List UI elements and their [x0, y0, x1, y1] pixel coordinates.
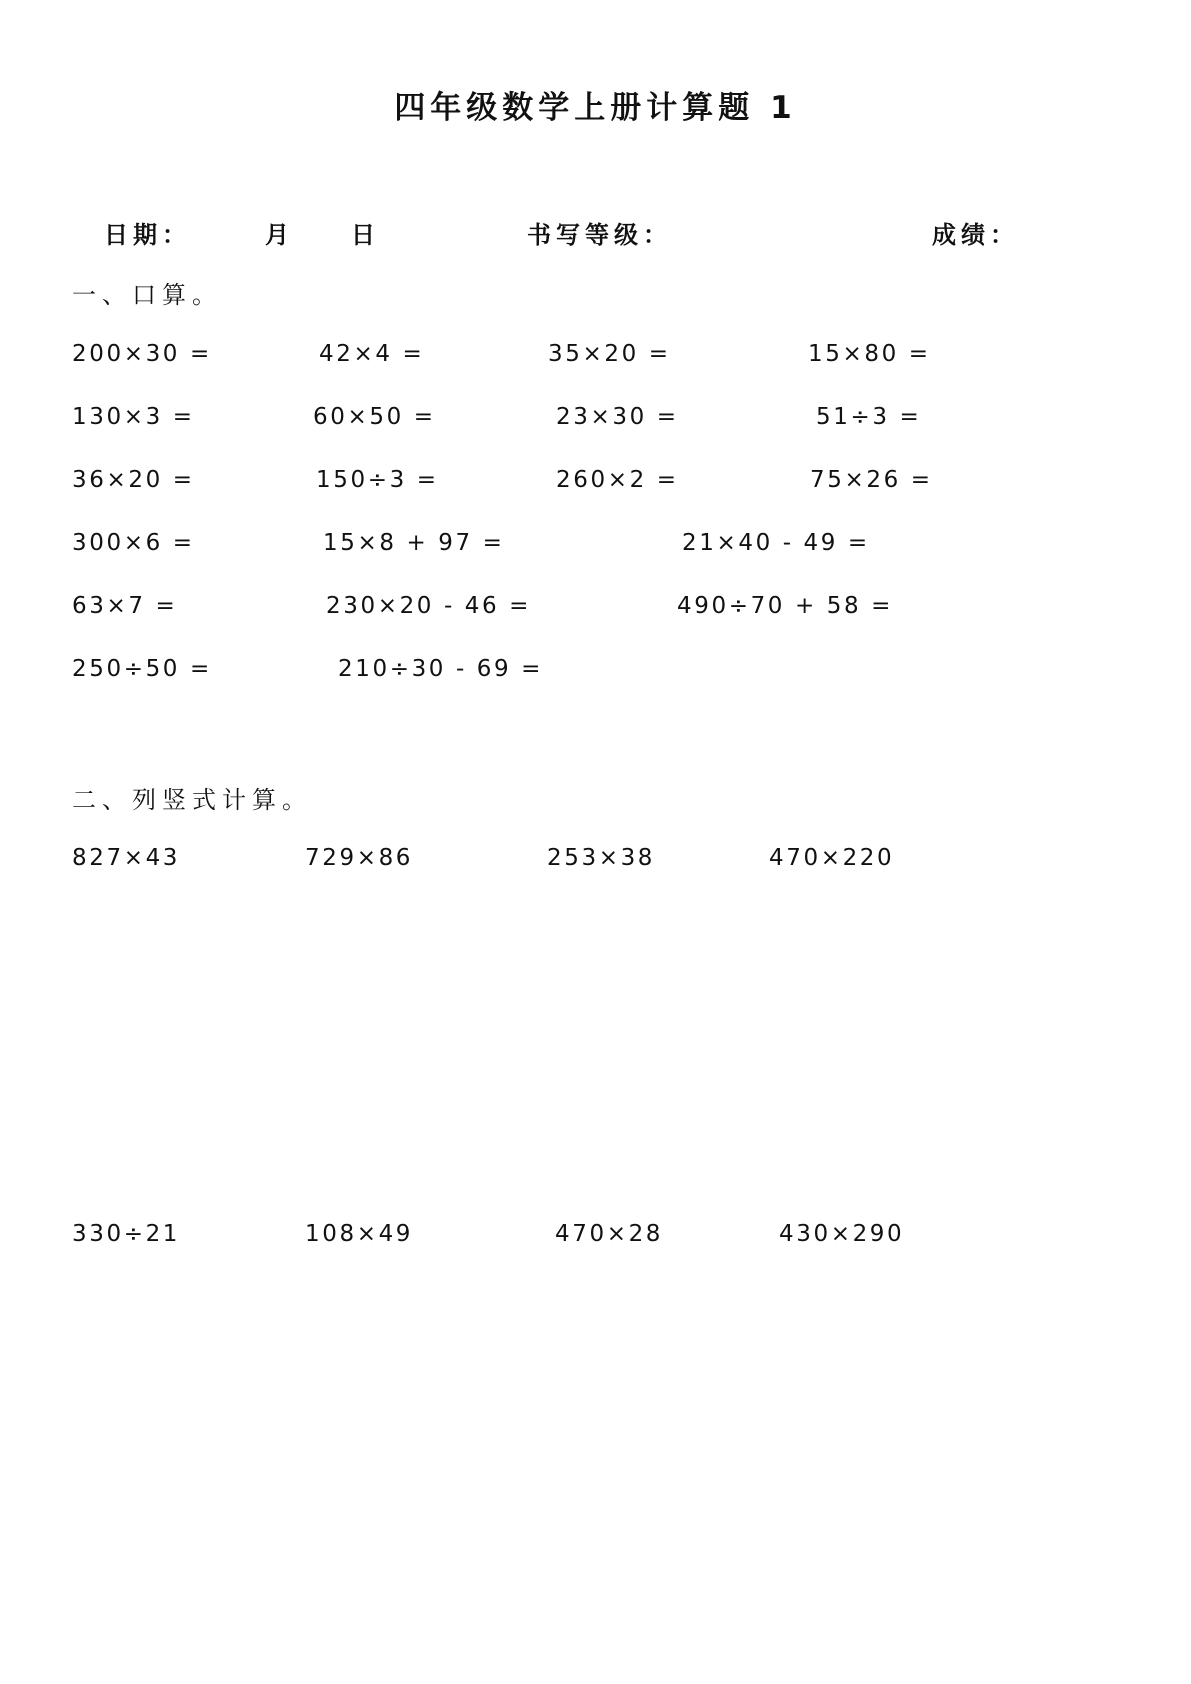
oral-problem: 210÷30 - 69 = [338, 656, 544, 682]
oral-problem: 42×4 = [319, 341, 425, 367]
oral-problem: 63×7 = [72, 593, 178, 619]
oral-problem: 60×50 = [313, 404, 436, 430]
vertical-problem: 330÷21 [72, 1221, 181, 1247]
oral-problem: 35×20 = [548, 341, 671, 367]
date-label: 日期： [104, 221, 191, 249]
oral-problem: 200×30 = [72, 341, 212, 367]
oral-problem: 36×20 = [72, 467, 195, 493]
vertical-problem: 827×43 [72, 845, 181, 871]
day-label: 日 [351, 221, 380, 249]
vertical-problem: 470×220 [769, 845, 895, 871]
oral-problem: 150÷3 = [316, 467, 439, 493]
worksheet-title: 四年级数学上册计算题 1 [394, 90, 797, 126]
vertical-problem: 729×86 [305, 845, 414, 871]
section-vertical-heading: 二、列竖式计算。 [72, 786, 312, 814]
vertical-problem: 430×290 [779, 1221, 905, 1247]
handwriting-grade-label: 书写等级： [527, 221, 672, 249]
score-label: 成绩： [932, 221, 1019, 249]
oral-problem: 23×30 = [556, 404, 679, 430]
oral-problem: 15×80 = [808, 341, 931, 367]
oral-problem: 15×8 + 97 = [323, 530, 505, 556]
vertical-problem: 253×38 [547, 845, 656, 871]
oral-problem: 21×40 - 49 = [682, 530, 870, 556]
month-label: 月 [265, 221, 294, 249]
oral-problem: 230×20 - 46 = [326, 593, 532, 619]
oral-problem: 250÷50 = [72, 656, 212, 682]
vertical-problem: 470×28 [555, 1221, 664, 1247]
vertical-problem: 108×49 [305, 1221, 414, 1247]
oral-problem: 51÷3 = [816, 404, 922, 430]
oral-problem: 130×3 = [72, 404, 195, 430]
oral-problem: 300×6 = [72, 530, 195, 556]
oral-problem: 260×2 = [556, 467, 679, 493]
oral-problem: 490÷70 + 58 = [677, 593, 893, 619]
oral-problem: 75×26 = [810, 467, 933, 493]
section-oral-heading: 一、口算。 [72, 281, 222, 309]
